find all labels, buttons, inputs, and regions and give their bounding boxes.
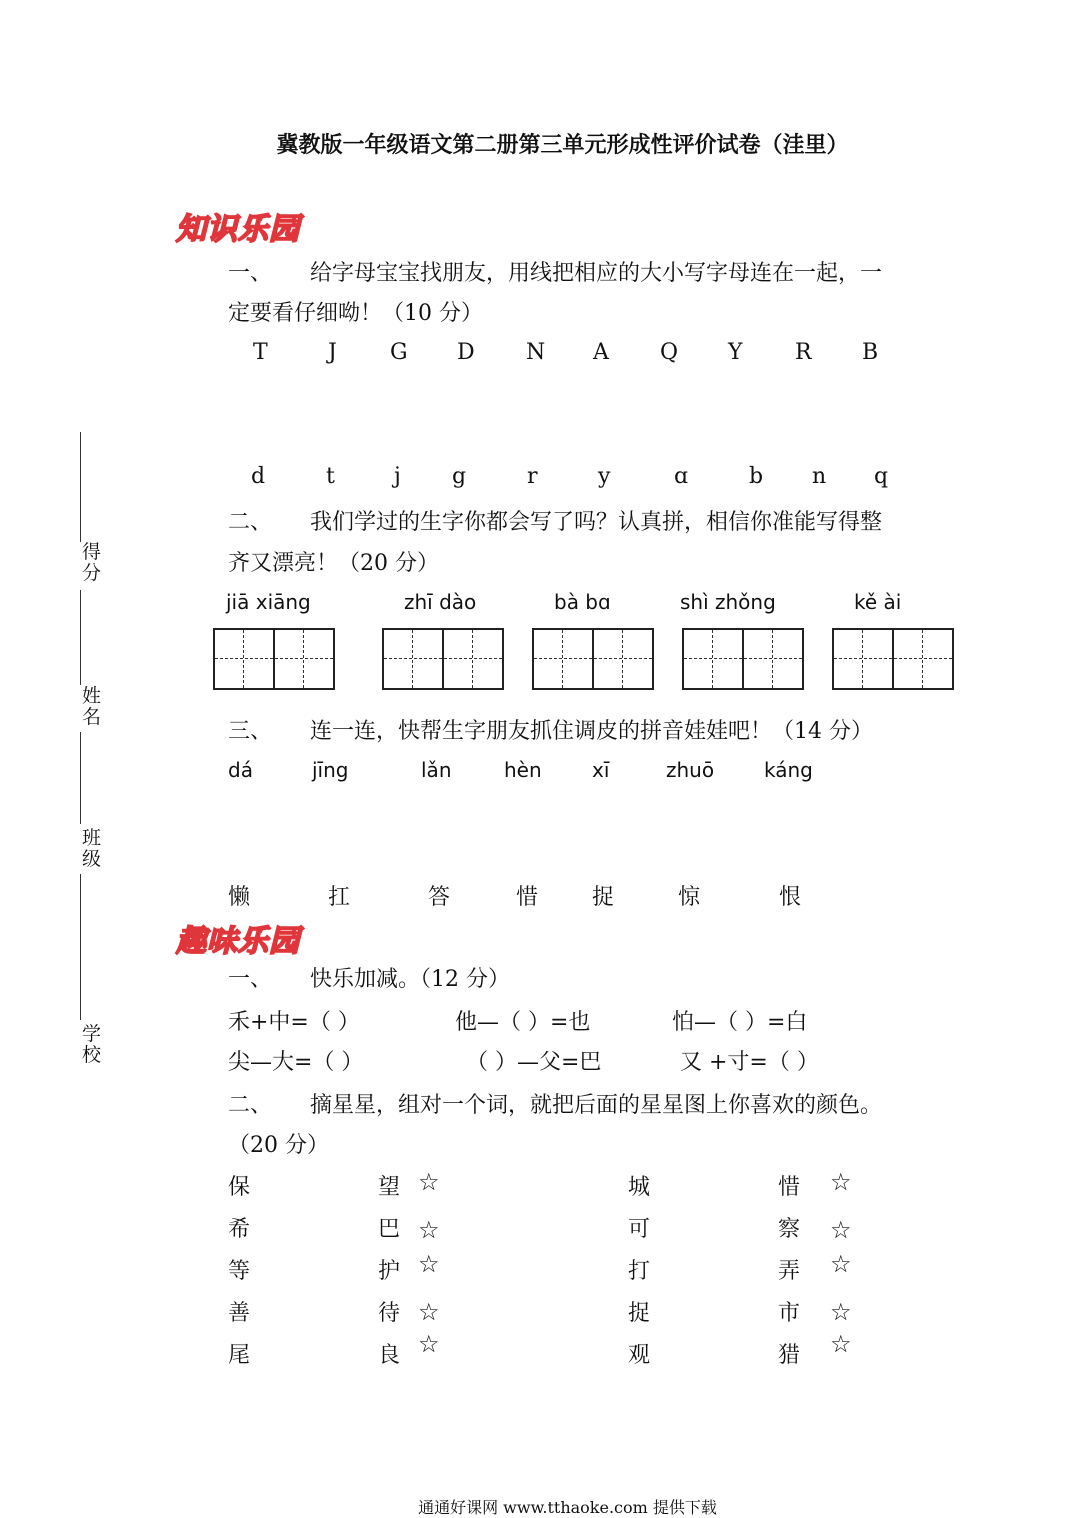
word-char: 猎 (778, 1343, 801, 1368)
binding-line (80, 732, 81, 824)
star-icon[interactable]: ☆ (830, 1298, 852, 1326)
lowercase-letter: ɑ (674, 464, 689, 489)
star-icon[interactable]: ☆ (830, 1216, 852, 1244)
f2-number: 二、 (228, 1093, 273, 1118)
page-title: 冀教版一年级语文第二册第三单元形成性评价试卷（洼里） (276, 132, 849, 158)
uppercase-letter: G (390, 340, 408, 365)
math-item: 禾+中=（ ） (228, 1010, 360, 1035)
lowercase-letter: d (251, 464, 266, 489)
word-char: 希 (228, 1217, 251, 1242)
char-item: 答 (428, 885, 451, 910)
math-item: 怕—（ ）=白 (672, 1010, 808, 1035)
word-char: 待 (378, 1301, 401, 1326)
k2-instruction-line2: 齐又漂亮！（20 分） (228, 551, 439, 576)
word-char: 城 (628, 1175, 651, 1200)
pinyin-word: dá (228, 758, 253, 782)
f1-number: 一、 (228, 967, 273, 992)
writing-grid[interactable] (532, 628, 654, 690)
char-item: 懒 (228, 885, 251, 910)
f2-instruction-line2: （20 分） (228, 1133, 329, 1158)
lowercase-letter: g (452, 464, 467, 489)
star-icon[interactable]: ☆ (830, 1168, 852, 1196)
school-label: 学校 (82, 1023, 102, 1066)
binding-line (80, 432, 81, 542)
uppercase-letter: Q (660, 340, 679, 365)
word-char: 护 (378, 1259, 401, 1284)
word-char: 观 (628, 1343, 651, 1368)
math-item: 他—（ ）=也 (455, 1010, 591, 1035)
word-char: 市 (778, 1301, 801, 1326)
word-char: 善 (228, 1301, 251, 1326)
char-item: 恨 (779, 885, 802, 910)
lowercase-letter: t (326, 464, 335, 489)
star-icon[interactable]: ☆ (418, 1250, 440, 1278)
footer-source: 通通好课网 www.tthaoke.com 提供下载 (418, 1498, 717, 1517)
star-icon[interactable]: ☆ (418, 1168, 440, 1196)
score-label: 得分 (82, 541, 102, 584)
math-item: （ ）—父=巴 (466, 1050, 602, 1075)
char-item: 扛 (328, 885, 351, 910)
pinyin-word: lǎn (421, 758, 452, 782)
star-icon[interactable]: ☆ (418, 1330, 440, 1358)
pinyin-word: bà bɑ (554, 590, 611, 614)
uppercase-letter: N (526, 340, 546, 365)
pinyin-word: shì zhǒng (680, 590, 776, 614)
k2-instruction-line1: 我们学过的生字你都会写了吗？认真拼，相信你准能写得整 (310, 510, 883, 535)
lowercase-letter: n (812, 464, 827, 489)
writing-grid[interactable] (213, 628, 335, 690)
word-char: 望 (378, 1175, 401, 1200)
char-item: 惜 (516, 885, 539, 910)
f2-instruction-line1: 摘星星，组对一个词，就把后面的星星图上你喜欢的颜色。 (310, 1093, 883, 1118)
word-char: 巴 (378, 1217, 401, 1242)
star-icon[interactable]: ☆ (418, 1298, 440, 1326)
math-item: 尖—大=（ ） (228, 1050, 364, 1075)
uppercase-letter: A (593, 340, 609, 365)
lowercase-letter: q (874, 464, 889, 489)
word-char: 保 (228, 1175, 251, 1200)
pinyin-word: zhuō (666, 758, 715, 782)
lowercase-letter: r (527, 464, 538, 489)
star-icon[interactable]: ☆ (418, 1216, 440, 1244)
name-label: 姓名 (82, 685, 102, 728)
word-char: 等 (228, 1259, 251, 1284)
star-icon[interactable]: ☆ (830, 1330, 852, 1358)
word-char: 良 (378, 1343, 401, 1368)
char-item: 捉 (592, 885, 615, 910)
uppercase-letter: T (253, 340, 268, 365)
lowercase-letter: y (598, 464, 611, 489)
uppercase-letter: R (795, 340, 812, 365)
uppercase-letter: B (862, 340, 879, 365)
k3-number: 三、 (228, 719, 273, 744)
star-icon[interactable]: ☆ (830, 1250, 852, 1278)
knowledge-banner: 知识乐园 (176, 212, 300, 247)
k1-number: 一、 (228, 261, 273, 286)
pinyin-word: jīng (312, 758, 349, 782)
math-item: 又 +寸=（ ） (680, 1050, 819, 1075)
writing-grid[interactable] (682, 628, 804, 690)
pinyin-word: jiā xiāng (226, 590, 311, 614)
lowercase-letter: b (749, 464, 764, 489)
writing-grid[interactable] (382, 628, 504, 690)
k1-instruction-line1: 给字母宝宝找朋友，用线把相应的大小写字母连在一起，一 (310, 261, 883, 286)
writing-grid[interactable] (832, 628, 954, 690)
f1-instruction: 快乐加减。（12 分） (310, 967, 510, 992)
uppercase-letter: J (328, 340, 337, 365)
word-char: 打 (628, 1259, 651, 1284)
pinyin-word: xī (592, 758, 610, 782)
word-char: 惜 (778, 1175, 801, 1200)
word-char: 弄 (778, 1259, 801, 1284)
k3-instruction-line1: 连一连，快帮生字朋友抓住调皮的拼音娃娃吧！（14 分） (310, 719, 873, 744)
binding-line (80, 590, 81, 685)
binding-line (80, 874, 81, 1020)
pinyin-word: zhī dào (404, 590, 477, 614)
word-char: 尾 (228, 1343, 251, 1368)
pinyin-word: káng (764, 758, 813, 782)
uppercase-letter: D (457, 340, 475, 365)
fun-banner: 趣味乐园 (176, 924, 300, 959)
class-label: 班级 (82, 827, 102, 870)
k1-instruction-line2: 定要看仔细呦！（10 分） (228, 301, 483, 326)
char-item: 惊 (678, 885, 701, 910)
word-char: 察 (778, 1217, 801, 1242)
lowercase-letter: j (394, 464, 401, 489)
pinyin-word: kě ài (854, 590, 902, 614)
word-char: 可 (628, 1217, 651, 1242)
uppercase-letter: Y (728, 340, 743, 365)
word-char: 捉 (628, 1301, 651, 1326)
k2-number: 二、 (228, 510, 273, 535)
pinyin-word: hèn (504, 758, 542, 782)
